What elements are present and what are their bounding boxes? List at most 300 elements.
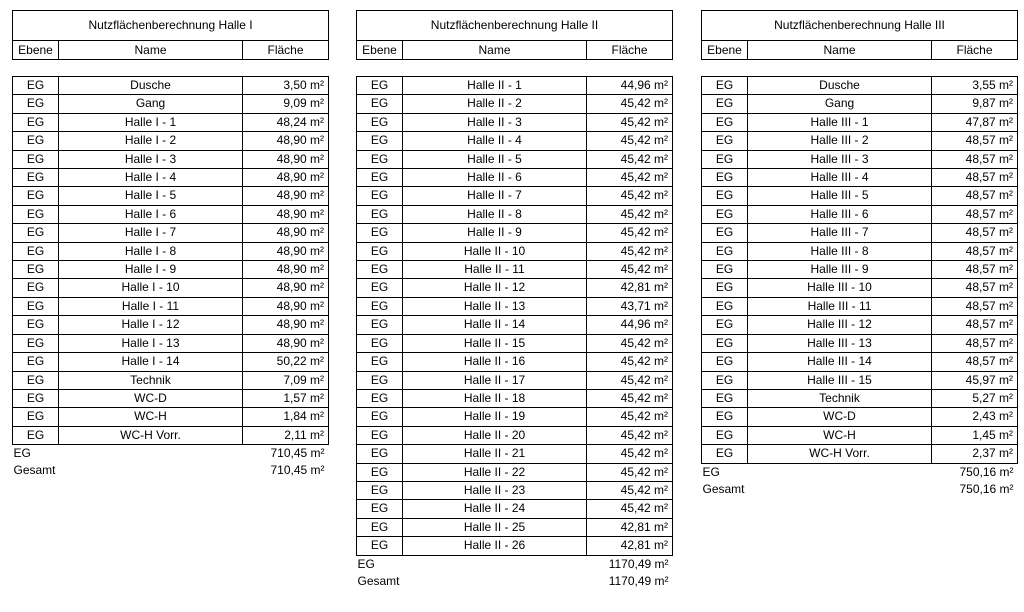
cell-ebene: EG: [702, 353, 748, 371]
cell-ebene: EG: [13, 297, 59, 315]
table-row: [357, 316, 673, 334]
cell-name: Halle III - 6: [748, 205, 932, 223]
cell-name: Halle II - 17: [403, 371, 587, 389]
schedule-halle-2: [356, 10, 673, 590]
table-row: [357, 426, 673, 444]
header-ebene: Ebene: [702, 41, 748, 60]
cell-name: Halle II - 23: [403, 481, 587, 499]
cell-flaeche: 45,42 m²: [587, 334, 673, 352]
header-flaeche: Fläche: [932, 41, 1018, 60]
cell-flaeche: 48,90 m²: [243, 205, 329, 223]
subtotal-label: EG: [357, 556, 375, 571]
subtotal-row: [13, 445, 329, 463]
header-row: [13, 41, 329, 60]
cell-flaeche: 42,81 m²: [587, 537, 673, 555]
cell-name: WC-D: [59, 389, 243, 407]
cell-name: Halle I - 4: [59, 169, 243, 187]
cell-ebene: EG: [13, 95, 59, 113]
cell-flaeche: 3,50 m²: [243, 77, 329, 95]
cell-ebene: EG: [702, 150, 748, 168]
cell-name: Halle II - 22: [403, 463, 587, 481]
subtotal-label: EG: [13, 446, 31, 461]
cell-flaeche: 48,57 m²: [932, 224, 1018, 242]
total-value: 750,16 m²: [959, 481, 1014, 496]
cell-flaeche: 45,42 m²: [587, 389, 673, 407]
cell-ebene: EG: [702, 95, 748, 113]
cell-ebene: EG: [13, 187, 59, 205]
cell-ebene: EG: [13, 261, 59, 279]
cell-ebene: EG: [357, 500, 403, 518]
cell-ebene: EG: [357, 481, 403, 499]
table-row: [702, 279, 1018, 297]
cell-name: Halle II - 24: [403, 500, 587, 518]
table-row: [702, 132, 1018, 150]
table-row: [357, 518, 673, 536]
cell-ebene: EG: [702, 187, 748, 205]
cell-flaeche: 48,57 m²: [932, 261, 1018, 279]
cell-ebene: EG: [702, 169, 748, 187]
table-row: [702, 205, 1018, 223]
cell-ebene: EG: [13, 426, 59, 444]
cell-name: Halle I - 5: [59, 187, 243, 205]
cell-flaeche: 9,09 m²: [243, 95, 329, 113]
cell-ebene: EG: [13, 389, 59, 407]
cell-name: Halle III - 5: [748, 187, 932, 205]
cell-ebene: EG: [357, 371, 403, 389]
cell-name: Halle III - 14: [748, 353, 932, 371]
cell-ebene: EG: [13, 77, 59, 95]
cell-ebene: EG: [13, 242, 59, 260]
cell-flaeche: 48,57 m²: [932, 279, 1018, 297]
cell-flaeche: 47,87 m²: [932, 113, 1018, 131]
cell-flaeche: 45,42 m²: [587, 481, 673, 499]
cell-name: Halle III - 9: [748, 261, 932, 279]
cell-name: Halle II - 26: [403, 537, 587, 555]
cell-name: Gang: [748, 95, 932, 113]
header-ebene: Ebene: [13, 41, 59, 60]
cell-name: Halle III - 3: [748, 150, 932, 168]
cell-flaeche: 1,84 m²: [243, 408, 329, 426]
spacer: [702, 60, 1018, 77]
table-row: [702, 150, 1018, 168]
cell-ebene: EG: [357, 187, 403, 205]
table-row: [702, 334, 1018, 352]
cell-ebene: EG: [357, 316, 403, 334]
cell-name: Halle II - 13: [403, 297, 587, 315]
cell-ebene: EG: [702, 371, 748, 389]
cell-name: Halle II - 5: [403, 150, 587, 168]
cell-name: Halle II - 6: [403, 169, 587, 187]
cell-ebene: EG: [13, 371, 59, 389]
table-row: [357, 242, 673, 260]
header-row: [357, 41, 673, 60]
spacer: [13, 60, 329, 77]
cell-name: Halle II - 10: [403, 242, 587, 260]
table-row: [702, 242, 1018, 260]
cell-flaeche: 48,90 m²: [243, 242, 329, 260]
cell-name: Halle II - 3: [403, 113, 587, 131]
cell-flaeche: 48,57 m²: [932, 150, 1018, 168]
table-row: [13, 261, 329, 279]
cell-flaeche: 48,57 m²: [932, 334, 1018, 352]
schedule-title-row: [13, 11, 329, 41]
table-row: [13, 389, 329, 407]
cell-ebene: EG: [357, 224, 403, 242]
schedule-title-row: [702, 11, 1018, 41]
table-row: [13, 242, 329, 260]
cell-name: WC-D: [748, 408, 932, 426]
cell-ebene: EG: [13, 150, 59, 168]
cell-flaeche: 45,42 m²: [587, 500, 673, 518]
table-row: [702, 371, 1018, 389]
cell-name: Halle II - 20: [403, 426, 587, 444]
schedule-halle-3: [701, 10, 1018, 498]
cell-ebene: EG: [13, 113, 59, 131]
table-row: [13, 297, 329, 315]
table-row: [357, 77, 673, 95]
cell-flaeche: 45,42 m²: [587, 113, 673, 131]
cell-flaeche: 9,87 m²: [932, 95, 1018, 113]
cell-flaeche: 48,90 m²: [243, 224, 329, 242]
cell-name: Halle III - 2: [748, 132, 932, 150]
cell-ebene: EG: [357, 445, 403, 463]
cell-flaeche: 45,42 m²: [587, 261, 673, 279]
cell-flaeche: 48,57 m²: [932, 187, 1018, 205]
cell-ebene: EG: [702, 316, 748, 334]
table-row: [357, 481, 673, 499]
schedule-title: Nutzflächenberechnung Halle II: [357, 11, 673, 41]
cell-ebene: EG: [357, 279, 403, 297]
cell-name: Dusche: [748, 77, 932, 95]
table-row: [357, 408, 673, 426]
schedule-halle-1: [12, 10, 329, 479]
header-name: Name: [748, 41, 932, 60]
cell-flaeche: 48,90 m²: [243, 297, 329, 315]
cell-flaeche: 45,42 m²: [587, 95, 673, 113]
table-row: [702, 95, 1018, 113]
cell-name: Halle II - 11: [403, 261, 587, 279]
cell-flaeche: 48,90 m²: [243, 132, 329, 150]
cell-name: Halle II - 8: [403, 205, 587, 223]
table-row: [357, 132, 673, 150]
cell-name: Halle I - 2: [59, 132, 243, 150]
cell-name: WC-H: [59, 408, 243, 426]
cell-flaeche: 48,90 m²: [243, 187, 329, 205]
cell-name: Halle I - 7: [59, 224, 243, 242]
total-value: 710,45 m²: [270, 463, 325, 478]
table-row: [357, 389, 673, 407]
subtotal-row: [702, 463, 1018, 481]
cell-name: Halle II - 18: [403, 389, 587, 407]
schedule-title: Nutzflächenberechnung Halle III: [702, 11, 1018, 41]
cell-name: Halle I - 9: [59, 261, 243, 279]
cell-ebene: EG: [702, 445, 748, 463]
table-row: [357, 353, 673, 371]
cell-name: Gang: [59, 95, 243, 113]
cell-ebene: EG: [702, 132, 748, 150]
cell-name: Halle II - 21: [403, 445, 587, 463]
table-row: [702, 261, 1018, 279]
cell-name: Halle III - 4: [748, 169, 932, 187]
cell-ebene: EG: [702, 205, 748, 223]
cell-ebene: EG: [13, 408, 59, 426]
total-row: [13, 462, 329, 479]
cell-name: Halle II - 25: [403, 518, 587, 536]
subtotal-value: 710,45 m²: [270, 446, 325, 461]
table-row: [13, 426, 329, 444]
table-row: [357, 95, 673, 113]
table-row: [702, 389, 1018, 407]
cell-ebene: EG: [357, 463, 403, 481]
table-row: [702, 408, 1018, 426]
cell-flaeche: 45,42 m²: [587, 187, 673, 205]
cell-flaeche: 45,97 m²: [932, 371, 1018, 389]
cell-flaeche: 48,57 m²: [932, 169, 1018, 187]
cell-flaeche: 3,55 m²: [932, 77, 1018, 95]
cell-flaeche: 48,90 m²: [243, 316, 329, 334]
cell-flaeche: 1,57 m²: [243, 389, 329, 407]
table-row: [357, 169, 673, 187]
table-row: [357, 445, 673, 463]
cell-flaeche: 48,90 m²: [243, 169, 329, 187]
table-row: [702, 353, 1018, 371]
subtotal-label: EG: [702, 464, 720, 479]
cell-name: Halle I - 13: [59, 334, 243, 352]
cell-name: Halle I - 12: [59, 316, 243, 334]
cell-name: WC-H: [748, 426, 932, 444]
cell-name: Halle III - 11: [748, 297, 932, 315]
table-row: [357, 463, 673, 481]
table-row: [702, 187, 1018, 205]
cell-name: Halle I - 8: [59, 242, 243, 260]
table-row: [13, 77, 329, 95]
table-row: [13, 150, 329, 168]
cell-flaeche: 5,27 m²: [932, 389, 1018, 407]
subtotal-value: 1170,49 m²: [608, 556, 669, 571]
schedule-table: [12, 10, 329, 479]
cell-flaeche: 44,96 m²: [587, 316, 673, 334]
header-flaeche: Fläche: [243, 41, 329, 60]
cell-name: Halle I - 3: [59, 150, 243, 168]
table-row: [13, 334, 329, 352]
table-row: [702, 224, 1018, 242]
table-row: [357, 261, 673, 279]
cell-name: Halle II - 1: [403, 77, 587, 95]
cell-name: Halle II - 16: [403, 353, 587, 371]
table-row: [357, 500, 673, 518]
cell-name: Halle I - 14: [59, 353, 243, 371]
cell-ebene: EG: [357, 389, 403, 407]
cell-flaeche: 48,90 m²: [243, 334, 329, 352]
cell-flaeche: 45,42 m²: [587, 242, 673, 260]
cell-ebene: EG: [702, 334, 748, 352]
cell-ebene: EG: [357, 113, 403, 131]
cell-flaeche: 45,42 m²: [587, 353, 673, 371]
cell-flaeche: 45,42 m²: [587, 463, 673, 481]
cell-name: Halle II - 9: [403, 224, 587, 242]
cell-ebene: EG: [357, 150, 403, 168]
table-row: [357, 371, 673, 389]
table-row: [13, 95, 329, 113]
cell-ebene: EG: [357, 169, 403, 187]
header-ebene: Ebene: [357, 41, 403, 60]
cell-name: Halle III - 12: [748, 316, 932, 334]
cell-flaeche: 45,42 m²: [587, 426, 673, 444]
cell-ebene: EG: [357, 518, 403, 536]
header-flaeche: Fläche: [587, 41, 673, 60]
cell-name: Technik: [59, 371, 243, 389]
cell-ebene: EG: [357, 353, 403, 371]
cell-flaeche: 2,11 m²: [243, 426, 329, 444]
cell-flaeche: 48,90 m²: [243, 150, 329, 168]
cell-name: Halle II - 14: [403, 316, 587, 334]
cell-flaeche: 45,42 m²: [587, 132, 673, 150]
cell-flaeche: 42,81 m²: [587, 279, 673, 297]
cell-name: Halle I - 6: [59, 205, 243, 223]
cell-name: Halle II - 7: [403, 187, 587, 205]
cell-ebene: EG: [357, 537, 403, 555]
cell-ebene: EG: [357, 205, 403, 223]
spacer: [357, 60, 673, 77]
cell-flaeche: 43,71 m²: [587, 297, 673, 315]
table-row: [13, 408, 329, 426]
cell-flaeche: 45,42 m²: [587, 371, 673, 389]
cell-flaeche: 45,42 m²: [587, 150, 673, 168]
cell-ebene: EG: [13, 279, 59, 297]
cell-flaeche: 48,24 m²: [243, 113, 329, 131]
table-row: [702, 169, 1018, 187]
cell-flaeche: 48,90 m²: [243, 279, 329, 297]
cell-ebene: EG: [357, 77, 403, 95]
schedule-table: [356, 10, 673, 590]
cell-flaeche: 48,57 m²: [932, 132, 1018, 150]
cell-ebene: EG: [702, 77, 748, 95]
cell-name: Halle III - 8: [748, 242, 932, 260]
table-row: [13, 132, 329, 150]
total-row: [357, 573, 673, 590]
schedule-table: [701, 10, 1018, 498]
cell-ebene: EG: [357, 297, 403, 315]
cell-name: Halle I - 1: [59, 113, 243, 131]
cell-name: Halle II - 12: [403, 279, 587, 297]
cell-name: WC-H Vorr.: [748, 445, 932, 463]
cell-name: Halle III - 7: [748, 224, 932, 242]
table-row: [357, 187, 673, 205]
cell-ebene: EG: [702, 113, 748, 131]
cell-ebene: EG: [357, 242, 403, 260]
cell-ebene: EG: [13, 353, 59, 371]
cell-ebene: EG: [702, 297, 748, 315]
cell-flaeche: 50,22 m²: [243, 353, 329, 371]
table-row: [357, 297, 673, 315]
table-row: [357, 537, 673, 555]
cell-name: Halle III - 15: [748, 371, 932, 389]
cell-flaeche: 45,42 m²: [587, 445, 673, 463]
cell-ebene: EG: [702, 261, 748, 279]
table-row: [357, 150, 673, 168]
cell-flaeche: 48,57 m²: [932, 242, 1018, 260]
cell-ebene: EG: [13, 205, 59, 223]
cell-flaeche: 48,57 m²: [932, 316, 1018, 334]
total-value: 1170,49 m²: [608, 573, 669, 588]
total-label: Gesamt: [357, 573, 400, 588]
cell-flaeche: 45,42 m²: [587, 224, 673, 242]
total-label: Gesamt: [13, 463, 56, 478]
cell-name: Halle III - 13: [748, 334, 932, 352]
cell-ebene: EG: [357, 132, 403, 150]
header-row: [702, 41, 1018, 60]
cell-flaeche: 2,37 m²: [932, 445, 1018, 463]
cell-name: Halle II - 19: [403, 408, 587, 426]
table-row: [702, 297, 1018, 315]
cell-ebene: EG: [357, 261, 403, 279]
cell-flaeche: 7,09 m²: [243, 371, 329, 389]
table-row: [13, 316, 329, 334]
cell-ebene: EG: [13, 169, 59, 187]
table-row: [13, 187, 329, 205]
cell-ebene: EG: [702, 426, 748, 444]
cell-ebene: EG: [13, 316, 59, 334]
cell-ebene: EG: [357, 408, 403, 426]
cell-ebene: EG: [702, 224, 748, 242]
cell-name: Halle I - 11: [59, 297, 243, 315]
cell-flaeche: 48,57 m²: [932, 205, 1018, 223]
schedule-title: Nutzflächenberechnung Halle I: [13, 11, 329, 41]
table-row: [357, 205, 673, 223]
table-row: [13, 279, 329, 297]
cell-ebene: EG: [13, 224, 59, 242]
total-row: [702, 481, 1018, 498]
cell-flaeche: 45,42 m²: [587, 169, 673, 187]
cell-ebene: EG: [357, 426, 403, 444]
header-name: Name: [403, 41, 587, 60]
table-row: [13, 353, 329, 371]
cell-ebene: EG: [13, 334, 59, 352]
table-row: [357, 113, 673, 131]
cell-name: Halle II - 2: [403, 95, 587, 113]
table-row: [702, 316, 1018, 334]
cell-ebene: EG: [357, 95, 403, 113]
cell-flaeche: 44,96 m²: [587, 77, 673, 95]
cell-ebene: EG: [13, 132, 59, 150]
table-row: [357, 334, 673, 352]
cell-flaeche: 48,57 m²: [932, 297, 1018, 315]
cell-flaeche: 45,42 m²: [587, 408, 673, 426]
cell-ebene: EG: [702, 242, 748, 260]
table-row: [13, 371, 329, 389]
cell-name: Halle III - 10: [748, 279, 932, 297]
cell-ebene: EG: [702, 408, 748, 426]
cell-flaeche: 42,81 m²: [587, 518, 673, 536]
cell-ebene: EG: [357, 334, 403, 352]
cell-name: WC-H Vorr.: [59, 426, 243, 444]
cell-flaeche: 1,45 m²: [932, 426, 1018, 444]
cell-flaeche: 48,57 m²: [932, 353, 1018, 371]
table-row: [702, 77, 1018, 95]
cell-flaeche: 48,90 m²: [243, 261, 329, 279]
table-row: [702, 426, 1018, 444]
schedule-title-row: [357, 11, 673, 41]
header-name: Name: [59, 41, 243, 60]
table-row: [13, 169, 329, 187]
subtotal-row: [357, 555, 673, 573]
table-row: [13, 113, 329, 131]
subtotal-value: 750,16 m²: [959, 464, 1014, 479]
cell-name: Halle III - 1: [748, 113, 932, 131]
table-row: [357, 279, 673, 297]
cell-ebene: EG: [702, 389, 748, 407]
cell-name: Halle II - 4: [403, 132, 587, 150]
